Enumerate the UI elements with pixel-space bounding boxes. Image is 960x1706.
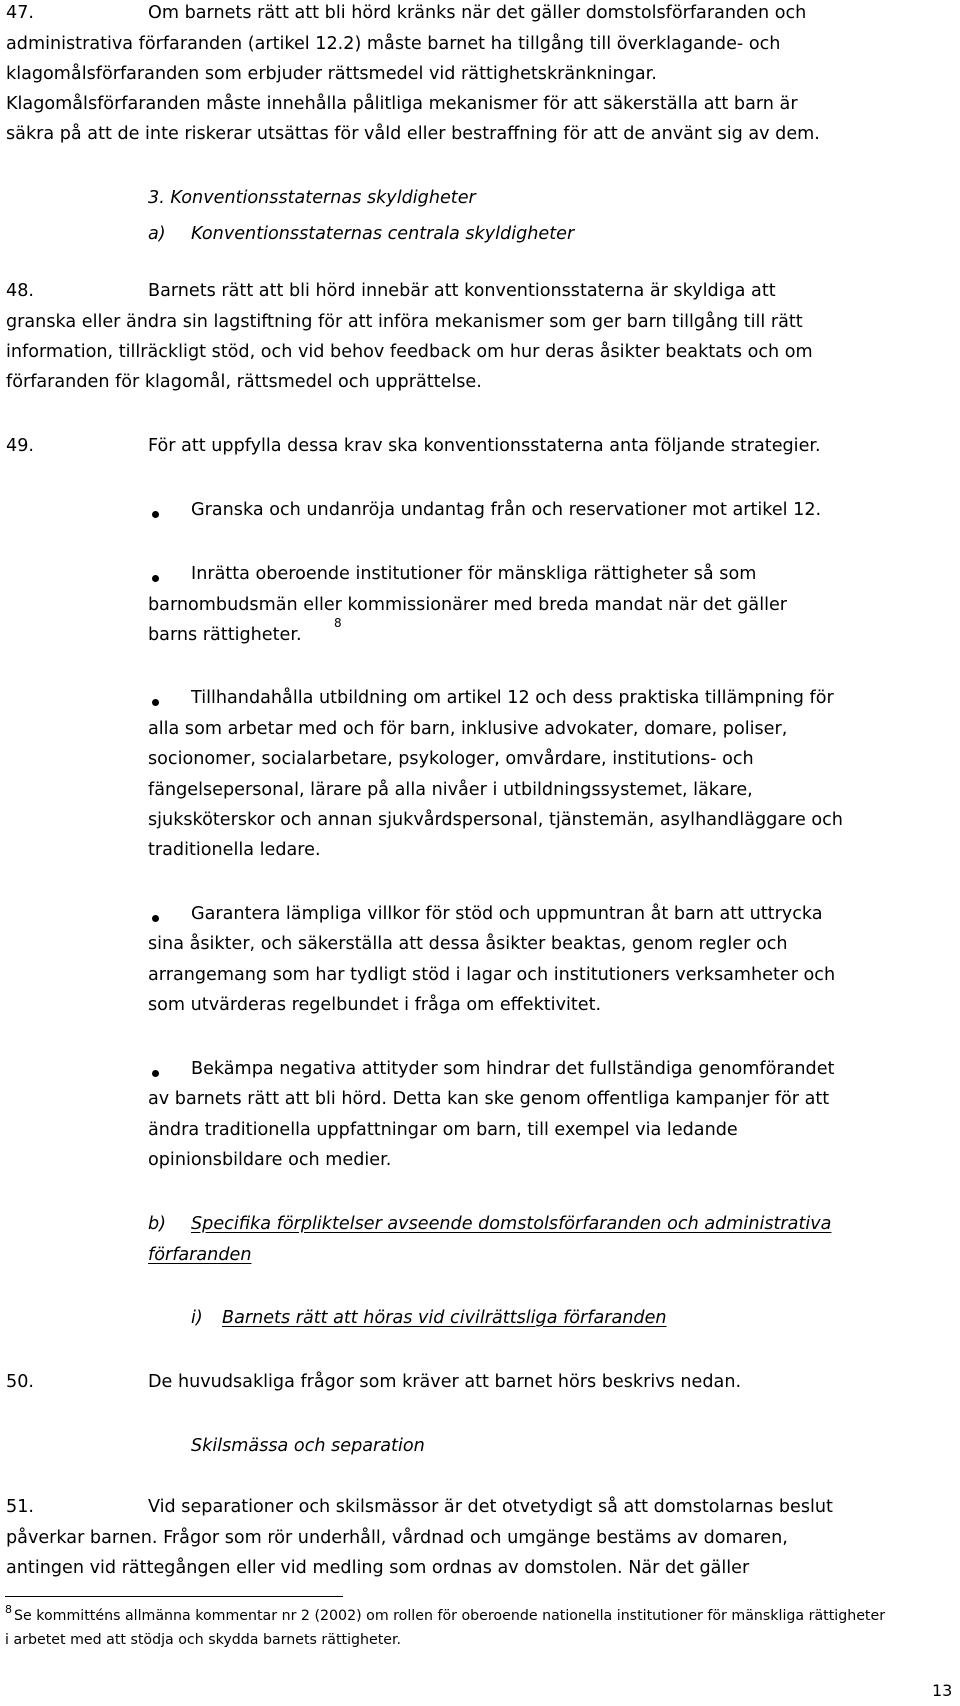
bullet-3-line-5: sjuksköterskor och annan sjukvårdspersonal, tjänstemän, asylhandläggare och xyxy=(148,810,843,830)
paragraph-47-number: 47. xyxy=(6,3,34,23)
bullet-4-line-1: Garantera lämpliga villkor för stöd och uppmuntran åt barn att uttrycka xyxy=(191,904,823,924)
bullet-5-line-2: av barnets rätt att bli hörd. Detta kan ske genom offentliga kampanjer för att xyxy=(148,1089,830,1109)
bullet-2-line-2: barnombudsmän eller kommissionärer med breda mandat när det gäller xyxy=(148,595,788,615)
paragraph-47-line-3: klagomålsförfaranden som erbjuder rättsmedel vid rättighetskränkningar. xyxy=(6,64,657,84)
bullet-5-line-3: ändra traditionella uppfattningar om barn, till exempel via ledande xyxy=(148,1120,738,1140)
subheading-a-marker: a) xyxy=(148,224,166,244)
paragraph-50-number: 50. xyxy=(6,1372,34,1392)
paragraph-48-line-3: information, tillräckligt stöd, och vid behov feedback om hur deras åsikter beaktats och om xyxy=(6,342,813,362)
bullet-2-line-3: barns rättigheter. xyxy=(148,625,302,645)
bullet-3-line-2: alla som arbetar med och för barn, inklusive advokater, domare, poliser, xyxy=(148,719,788,739)
footnote-marker: 8 xyxy=(5,1603,12,1616)
bullet-4-line-3: arrangemang som har tydligt stöd i lagar och institutioners verksamheter och xyxy=(148,965,836,985)
page-number: 13 xyxy=(932,1681,953,1700)
bullet-5-line-4: opinionsbildare och medier. xyxy=(148,1150,392,1170)
bullet-4-line-2: sina åsikter, och säkerställa att dessa åsikter beaktas, genom regler och xyxy=(148,934,788,954)
bullet-dot xyxy=(152,915,159,922)
paragraph-51-line-1: Vid separationer och skilsmässor är det otvetydigt så att domstolarnas beslut xyxy=(148,1497,833,1517)
subheading-a-text: Konventionsstaternas centrala skyldigheter xyxy=(191,224,575,244)
paragraph-48-number: 48. xyxy=(6,281,34,301)
footnote-separator xyxy=(5,1596,343,1597)
paragraph-49-line-1: För att uppfylla dessa krav ska konventionsstaterna anta följande strategier. xyxy=(148,436,821,456)
paragraph-47-line-4: Klagomålsförfaranden måste innehålla pålitliga mekanismer för att säkerställa att barn är xyxy=(6,94,798,114)
bullet-3-line-4: fängelsepersonal, lärare på alla nivåer i utbildningssystemet, läkare, xyxy=(148,780,753,800)
paragraph-51-line-2: påverkar barnen. Frågor som rör underhåll, vårdnad och umgänge bestäms av domaren, xyxy=(6,1528,788,1548)
bullet-4-line-4: som utvärderas regelbundet i fråga om effektivitet. xyxy=(148,995,602,1015)
paragraph-48-line-4: förfaranden för klagomål, rättsmedel och upprättelse. xyxy=(6,372,482,392)
paragraph-47-line-2: administrativa förfaranden (artikel 12.2) måste barnet ha tillgång till överklagande- och xyxy=(6,34,781,54)
subheading-b-marker: b) xyxy=(148,1214,167,1234)
bullet-dot xyxy=(152,699,159,706)
paragraph-51-number: 51. xyxy=(6,1497,34,1517)
subheading-b-line-2: förfaranden xyxy=(148,1245,252,1265)
paragraph-51-line-3: antingen vid rättegången eller vid medling som ordnas av domstolen. När det gäller xyxy=(6,1558,750,1578)
bullet-1-line-1: Granska och undanröja undantag från och reservationer mot artikel 12. xyxy=(191,500,822,520)
bullet-2-line-1: Inrätta oberoende institutioner för mänskliga rättigheter så som xyxy=(191,564,757,584)
paragraph-48-line-2: granska eller ändra sin lagstiftning för att införa mekanismer som ger barn tillgång till rätt xyxy=(6,312,803,332)
paragraph-48-line-1: Barnets rätt att bli hörd innebär att konventionsstaterna är skyldiga att xyxy=(148,281,776,301)
paragraph-49-number: 49. xyxy=(6,436,34,456)
subheading-separation: Skilsmässa och separation xyxy=(191,1436,425,1456)
bullet-3-line-1: Tillhandahålla utbildning om artikel 12 och dess praktiska tillämpning för xyxy=(191,688,834,708)
subheading-i-marker: i) xyxy=(191,1308,203,1328)
bullet-3-line-6: traditionella ledare. xyxy=(148,840,321,860)
footnote-line-1: Se kommitténs allmänna kommentar nr 2 (2002) om rollen för oberoende nationella institutioner för mänskliga rättigheter xyxy=(14,1608,886,1624)
bullet-dot xyxy=(152,1070,159,1077)
paragraph-47-line-1: Om barnets rätt att bli hörd kränks när det gäller domstolsförfaranden och xyxy=(148,3,807,23)
bullet-5-line-1: Bekämpa negativa attityder som hindrar det fullständiga genomförandet xyxy=(191,1059,835,1079)
bullet-dot xyxy=(152,575,159,582)
bullet-3-line-3: socionomer, socialarbetare, psykologer, omvårdare, institutions- och xyxy=(148,749,754,769)
paragraph-50-line-1: De huvudsakliga frågor som kräver att barnet hörs beskrivs nedan. xyxy=(148,1372,742,1392)
section-heading-3: 3. Konventionsstaternas skyldigheter xyxy=(148,188,476,208)
footnote-reference[interactable]: 8 xyxy=(334,616,342,630)
footnote-line-2: i arbetet med att stödja och skydda barnets rättigheter. xyxy=(5,1632,402,1648)
paragraph-47-line-5: säkra på att de inte riskerar utsättas för våld eller bestraffning för att de använt sig av dem. xyxy=(6,124,820,144)
bullet-dot xyxy=(152,511,159,518)
subheading-b-line-1: Specifika förpliktelser avseende domstolsförfaranden och administrativa xyxy=(191,1214,832,1234)
subheading-i-text: Barnets rätt att höras vid civilrättsliga förfaranden xyxy=(222,1308,667,1328)
